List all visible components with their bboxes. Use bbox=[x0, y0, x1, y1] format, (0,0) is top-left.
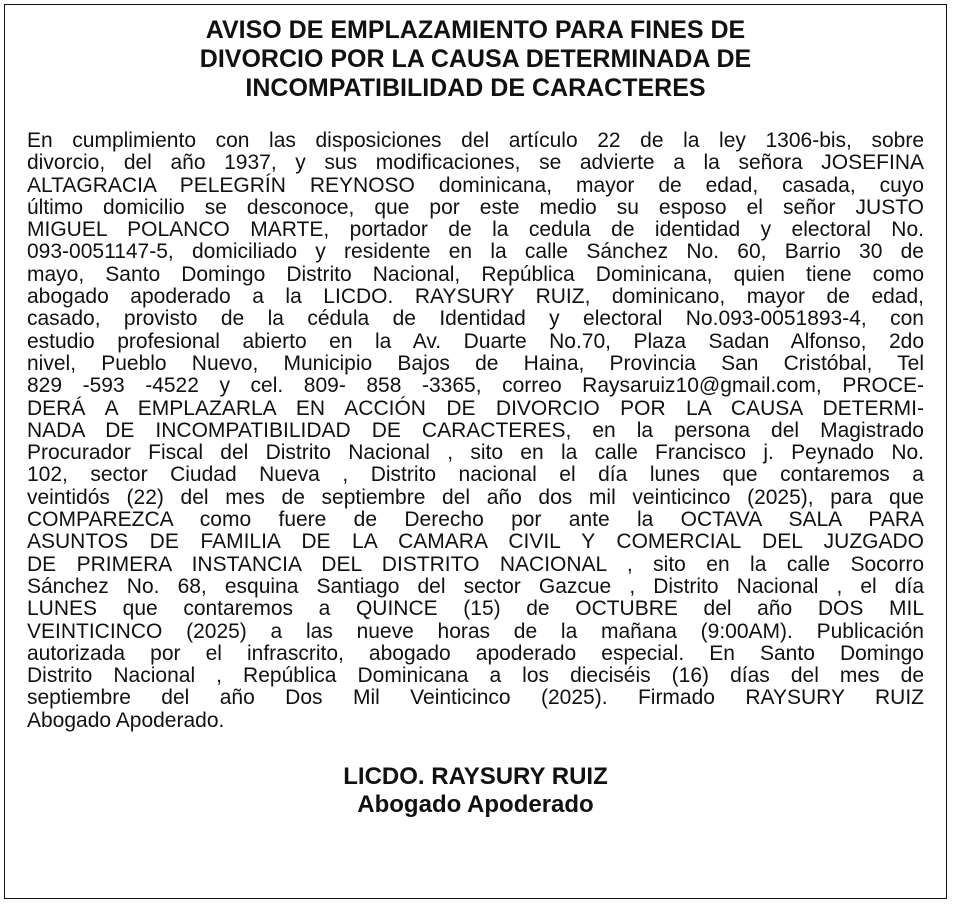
title-line: INCOMPATIBILIDAD DE CARACTERES bbox=[245, 74, 706, 102]
body-line: COMPAREZCA como fuere de Derecho por ante la OCTAVA SALA PARA bbox=[27, 508, 924, 532]
notice-title bbox=[25, 16, 926, 103]
body-line: estudio profesional abierto en la Av. Duarte No.70, Plaza Sadan Alfonso, 2do bbox=[27, 329, 924, 353]
body-line: DE PRIMERA INSTANCIA DEL DISTRITO NACIONAL , sito en la calle Socorro bbox=[27, 552, 924, 576]
body-line: Abogado Apoderado. bbox=[27, 708, 225, 732]
body-line: Procurador Fiscal del Distrito Nacional , sito en la calle Francisco j. Peynado No. bbox=[27, 441, 924, 465]
body-line: último domicilio se desconoce, que por este medio su esposo el señor JUSTO bbox=[27, 195, 924, 219]
signature-role: Abogado Apoderado bbox=[357, 791, 594, 819]
body-line: casado, provisto de la cédula de Identidad y electoral No.093-0051893-4, con bbox=[27, 307, 924, 331]
body-line: LUNES que contaremos a QUINCE (15) de OCTUBRE del año DOS MIL bbox=[27, 597, 924, 621]
body-line: VEINTICINCO (2025) a las nueve horas de la mañana (9:00AM). Publicación bbox=[27, 619, 924, 643]
body-line: mayo, Santo Domingo Distrito Nacional, República Dominicana, quien tiene como bbox=[27, 262, 924, 286]
body-line: ASUNTOS DE FAMILIA DE LA CAMARA CIVIL Y COMERCIAL DEL JUZGADO bbox=[27, 530, 924, 554]
body-line: 102, sector Ciudad Nueva , Distrito nacional el día lunes que contaremos a bbox=[27, 463, 924, 487]
body-line: 093-0051147-5, domiciliado y residente en la calle Sánchez No. 60, Barrio 30 de bbox=[27, 240, 924, 264]
body-line: nivel, Pueblo Nuevo, Municipio Bajos de Haina, Provincia San Cristóbal, Tel bbox=[27, 351, 924, 375]
body-line: abogado apoderado a la LICDO. RAYSURY RUIZ, dominicano, mayor de edad, bbox=[27, 285, 924, 309]
signature-block bbox=[5, 763, 946, 819]
body-line: divorcio, del año 1937, y sus modificaciones, se advierte a la señora JOSEFINA bbox=[27, 151, 924, 175]
body-line: ALTAGRACIA PELEGRÍN REYNOSO dominicana, mayor de edad, casada, cuyo bbox=[27, 173, 924, 197]
body-line: DERÁ A EMPLAZARLA EN ACCIÓN DE DIVORCIO POR LA CAUSA DETERMI- bbox=[27, 396, 924, 420]
title-line: AVISO DE EMPLAZAMIENTO PARA FINES DE bbox=[205, 16, 746, 44]
body-line: veintidós (22) del mes de septiembre del año dos mil veinticinco (2025), para que bbox=[27, 485, 924, 509]
body-line: Sánchez No. 68, esquina Santiago del sector Gazcue , Distrito Nacional , el día bbox=[27, 574, 924, 598]
body-line: septiembre del año Dos Mil Veinticinco (2025). Firmado RAYSURY RUIZ bbox=[27, 686, 924, 710]
body-line: 829 -593 -4522 y cel. 809- 858 -3365, correo Raysaruiz10@gmail.com, PROCE- bbox=[27, 374, 924, 398]
notice-body bbox=[27, 130, 924, 732]
signature-name: LICDO. RAYSURY RUIZ bbox=[343, 763, 608, 791]
body-line: En cumplimiento con las disposiciones del artículo 22 de la ley 1306-bis, sobre bbox=[27, 129, 924, 152]
body-line: autorizada por el infrascrito, abogado apoderado especial. En Santo Domingo bbox=[27, 641, 924, 665]
legal-notice bbox=[4, 4, 947, 899]
body-line: Distrito Nacional , República Dominicana a los dieciséis (16) días del mes de bbox=[27, 664, 924, 688]
title-line: DIVORCIO POR LA CAUSA DETERMINADA DE bbox=[199, 45, 752, 73]
body-line: MIGUEL POLANCO MARTE, portador de la cedula de identidad y electoral No. bbox=[27, 218, 924, 242]
body-line: NADA DE INCOMPATIBILIDAD DE CARACTERES, en la persona del Magistrado bbox=[27, 418, 924, 442]
